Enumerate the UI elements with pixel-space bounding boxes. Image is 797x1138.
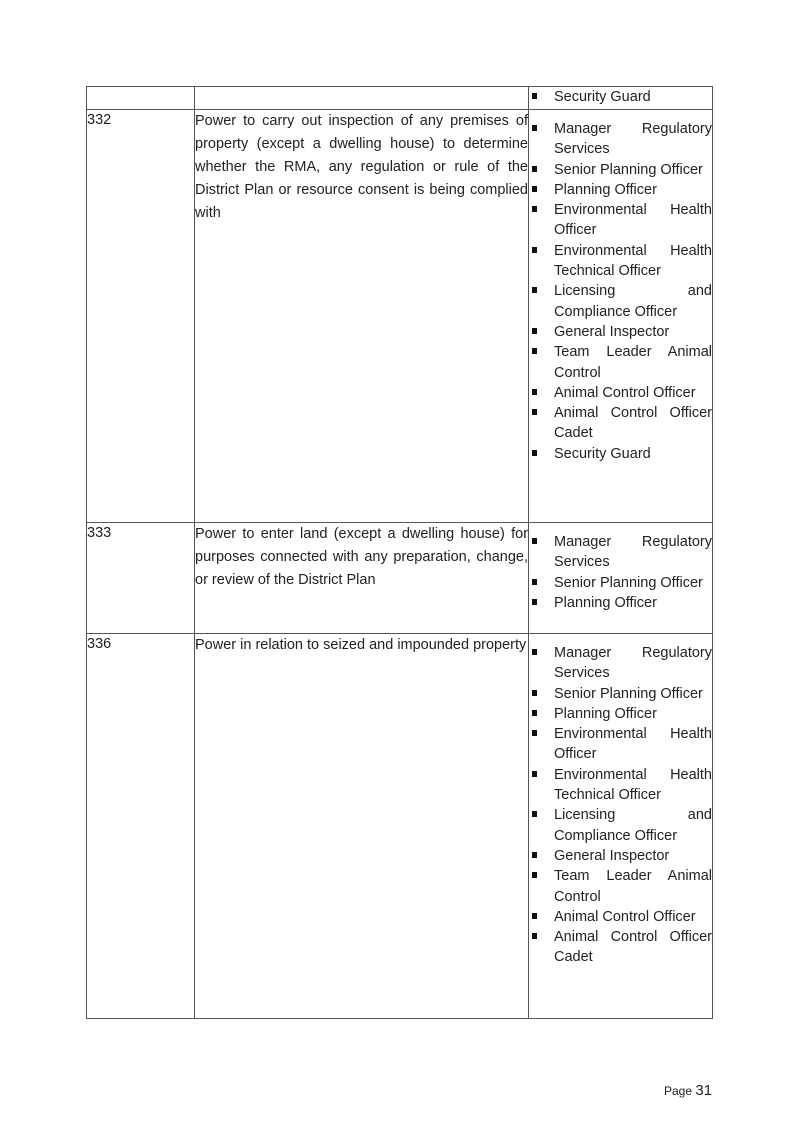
list-item: [529, 241, 712, 282]
section-number: 332: [87, 110, 195, 523]
roles-list: [529, 532, 712, 613]
square-bullet-icon: [532, 166, 537, 172]
list-item: [529, 180, 712, 200]
list-item: [529, 383, 712, 403]
power-description: Power to enter land (except a dwelling house) for purposes connected with any preparation, change, or review of the District Plan: [195, 523, 529, 634]
list-item: [529, 342, 712, 383]
role-label: Licensing and Compliance Officer: [554, 283, 712, 320]
list-item: [529, 643, 712, 684]
list-item: [529, 805, 712, 846]
list-item: [529, 684, 712, 704]
square-bullet-icon: [532, 649, 537, 655]
list-item: [529, 907, 712, 927]
square-bullet-icon: [532, 771, 537, 777]
role-label: Senior Planning Officer: [554, 161, 703, 178]
list-item: [529, 281, 712, 322]
list-item: [529, 724, 712, 765]
table-row: [87, 634, 713, 1019]
power-description: Power in relation to seized and impounded property: [195, 634, 529, 1019]
list-item: [529, 866, 712, 907]
power-description: Power to carry out inspection of any premises of property (except a dwelling house) to determine whether the RMA, any regulation or rule of the District Plan or resource consent is being complied with: [195, 110, 529, 523]
roles-list: [529, 119, 712, 464]
role-label: Licensing and Compliance Officer: [554, 807, 712, 844]
list-item: [529, 704, 712, 724]
table-row: [87, 523, 713, 634]
square-bullet-icon: [532, 690, 537, 696]
role-label: Manager Regulatory Services: [554, 534, 712, 571]
square-bullet-icon: [532, 933, 537, 939]
square-bullet-icon: [532, 93, 537, 99]
role-label: Planning Officer: [554, 181, 657, 198]
roles-cell: [529, 634, 713, 1019]
list-item: [529, 119, 712, 160]
list-item: [529, 200, 712, 241]
list-item: [529, 593, 712, 613]
list-item: [529, 765, 712, 806]
list-item: [529, 846, 712, 866]
list-item: [529, 403, 712, 444]
roles-cell: [529, 87, 713, 110]
section-number: 333: [87, 523, 195, 634]
table-row: [87, 87, 713, 110]
square-bullet-icon: [532, 389, 537, 395]
role-label: Security Guard: [554, 445, 651, 462]
section-cell: [87, 87, 195, 110]
square-bullet-icon: [532, 450, 537, 456]
role-label: Animal Control Officer: [554, 384, 696, 401]
roles-list: [529, 87, 712, 107]
section-number: 336: [87, 634, 195, 1019]
roles-cell: [529, 110, 713, 523]
role-label: Manager Regulatory Services: [554, 645, 712, 682]
role-label: Team Leader Animal Control: [554, 868, 712, 905]
role-label: Senior Planning Officer: [554, 685, 703, 702]
list-item: [529, 322, 712, 342]
role-label: Animal Control Officer: [554, 908, 696, 925]
role-label: General Inspector: [554, 323, 670, 340]
role-label: Environmental Health Technical Officer: [554, 242, 712, 280]
role-label: Security Guard: [554, 89, 651, 105]
role-label: Senior Planning Officer: [554, 574, 703, 591]
role-label: General Inspector: [554, 847, 670, 864]
square-bullet-icon: [532, 348, 537, 354]
square-bullet-icon: [532, 599, 537, 605]
list-item: [529, 87, 712, 107]
list-item: [529, 444, 712, 464]
square-bullet-icon: [532, 287, 537, 293]
roles-cell: [529, 523, 713, 634]
roles-list: [529, 643, 712, 968]
square-bullet-icon: [532, 186, 537, 192]
page-number: [664, 1082, 712, 1099]
list-item: [529, 927, 712, 968]
page-label: Page: [664, 1084, 693, 1098]
square-bullet-icon: [532, 247, 537, 253]
role-label: Manager Regulatory Services: [554, 121, 712, 158]
square-bullet-icon: [532, 206, 537, 212]
square-bullet-icon: [532, 913, 537, 919]
list-item: [529, 573, 712, 593]
list-item: [529, 532, 712, 573]
page-number-value: 31: [695, 1082, 713, 1099]
square-bullet-icon: [532, 852, 537, 858]
role-label: Environmental Health Officer: [554, 726, 712, 763]
square-bullet-icon: [532, 538, 537, 544]
description-cell: [195, 87, 529, 110]
square-bullet-icon: [532, 710, 537, 716]
role-label: Planning Officer: [554, 705, 657, 722]
role-label: Environmental Health Officer: [554, 202, 712, 239]
role-label: Animal Control Officer Cadet: [554, 405, 712, 442]
list-item: [529, 160, 712, 180]
square-bullet-icon: [532, 872, 537, 878]
role-label: Team Leader Animal Control: [554, 344, 712, 381]
role-label: Environmental Health Technical Officer: [554, 766, 712, 804]
square-bullet-icon: [532, 730, 537, 736]
square-bullet-icon: [532, 328, 537, 334]
delegations-table: [86, 86, 713, 1019]
square-bullet-icon: [532, 125, 537, 131]
role-label: Animal Control Officer Cadet: [554, 929, 712, 966]
square-bullet-icon: [532, 811, 537, 817]
square-bullet-icon: [532, 409, 537, 415]
square-bullet-icon: [532, 579, 537, 585]
table-row: [87, 110, 713, 523]
role-label: Planning Officer: [554, 594, 657, 611]
